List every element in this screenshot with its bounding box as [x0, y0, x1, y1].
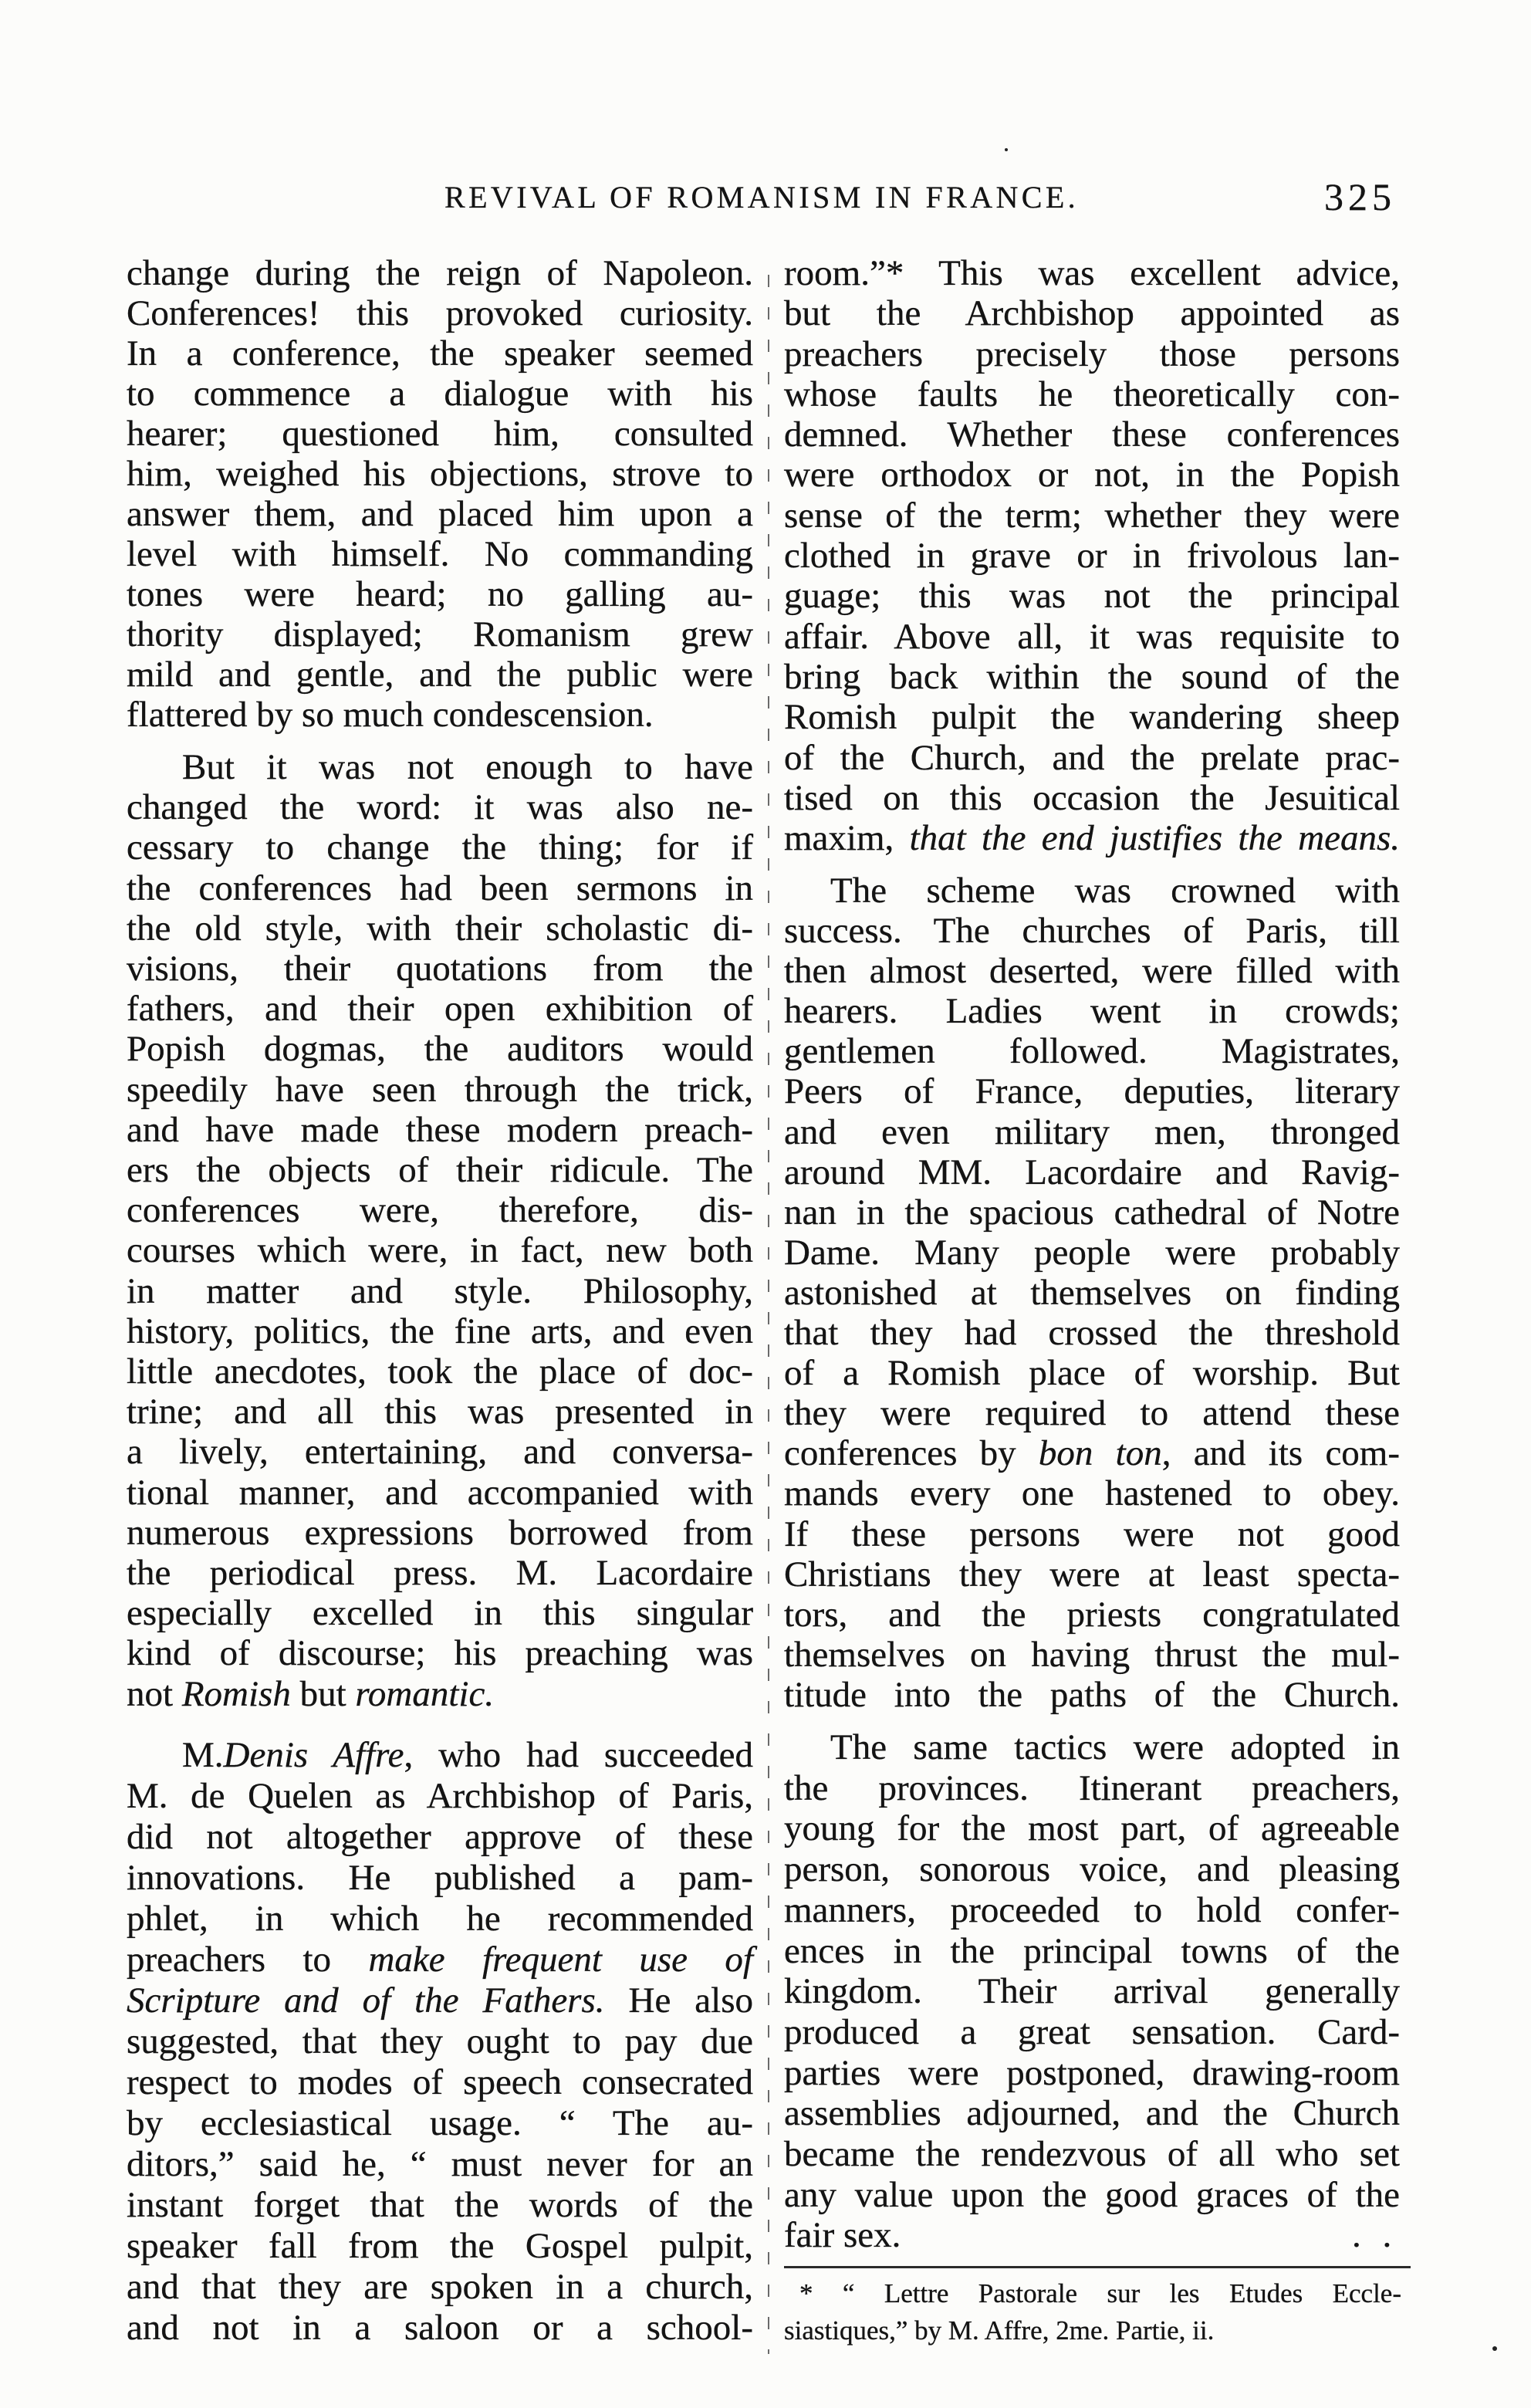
text-line [127, 1271, 753, 1311]
text-run: became the rendezvous of all who set [784, 2134, 1400, 2175]
text-run: a lively, entertaining, and conversa- [127, 1432, 753, 1473]
text-run: If these persons were not good [784, 1513, 1400, 1554]
text-line [784, 1727, 1400, 1768]
text-run: ers the objects of their ridicule. The [127, 1150, 753, 1191]
text-run: gentlemen followed. Magistrates, [784, 1031, 1400, 1072]
text-line [127, 868, 753, 908]
text-run: Popish dogmas, the auditors would [127, 1029, 753, 1070]
text-line [784, 1768, 1400, 1809]
text-line [784, 1233, 1400, 1273]
text-run: person, sonorous voice, and pleasing [784, 1849, 1400, 1890]
text-run: numerous expressions borrowed from [127, 1512, 753, 1553]
text-line [784, 1273, 1400, 1313]
text-run: of a Romish place of worship. But [784, 1353, 1400, 1394]
text-run: level with himself. No commanding [127, 534, 753, 574]
footnote-rule [784, 2266, 1411, 2268]
text-run: hearers. Ladies went in crowds; [784, 991, 1400, 1032]
text-line [127, 2267, 753, 2308]
text-run: Romish pulpit the wandering sheep [784, 697, 1400, 738]
text-line [127, 1029, 753, 1069]
text-run: , and its com- [1161, 1433, 1401, 1474]
text-line [784, 2053, 1400, 2094]
text-line [784, 1192, 1400, 1233]
text-line [784, 414, 1400, 455]
text-run: Christians they were at least specta- [784, 1554, 1400, 1595]
text-line [127, 574, 753, 614]
text-line [127, 1633, 753, 1673]
text-run: by ecclesiastical usage. “ The au- [127, 2103, 753, 2143]
text-line [127, 1858, 753, 1899]
text-run: innovations. He published a pam- [127, 1858, 753, 1898]
text-run: tones were heard; no galling au- [127, 574, 753, 614]
text-line [784, 871, 1400, 911]
text-line [127, 1473, 753, 1513]
text-run: to commence a dialogue with his [127, 374, 753, 414]
text-run: conferences were, therefore, dis- [127, 1190, 753, 1231]
italic-text: that the end justifies the means. [909, 818, 1400, 859]
text-line [127, 1311, 753, 1351]
text-run: visions, their quotations from the [127, 949, 753, 989]
text-line [127, 1392, 753, 1432]
text-run: flattered by so much condescension. [127, 695, 654, 735]
text-line [784, 1635, 1400, 1675]
text-line [127, 1190, 753, 1230]
text-line [127, 949, 753, 989]
text-line [784, 2275, 1401, 2312]
text-line [784, 2312, 1401, 2349]
text-run: the provinces. Itinerant preachers, [784, 1767, 1400, 1808]
text-line [784, 2093, 1400, 2134]
text-run: any value upon the good graces of the [784, 2174, 1400, 2215]
text-line [127, 253, 753, 293]
text-line [127, 333, 753, 374]
text-line [127, 1432, 753, 1472]
text-line [784, 1971, 1400, 2012]
text-line [127, 2103, 753, 2144]
text-run: preachers to [127, 1940, 369, 1980]
text-line [127, 1150, 753, 1190]
text-run: ditors,” said he, “ must never for an [127, 2144, 753, 2184]
text-line [127, 1351, 753, 1392]
text-run: manners, proceeded to hold confer- [784, 1889, 1400, 1930]
text-run: tised on this occasion the Jesuitical [784, 777, 1400, 818]
italic-text: Denis Affre [223, 1735, 404, 1775]
text-line [784, 2012, 1400, 2053]
text-run: guage; this was not the principal [784, 576, 1400, 617]
text-line [127, 414, 753, 454]
text-line [784, 1353, 1400, 1393]
text-run: hearer; questioned him, consulted [127, 414, 753, 454]
text-run: young for the most part, of agreeable [784, 1808, 1400, 1849]
text-line [784, 374, 1400, 414]
text-line [784, 657, 1400, 697]
text-run: siastiques,” by M. Affre, 2me. Partie, ii. [784, 2315, 1215, 2345]
text-run: mild and gentle, and the public were [127, 654, 753, 695]
text-run: ences in the principal towns of the [784, 1930, 1400, 1971]
text-run: assemblies adjourned, and the Church [784, 2093, 1400, 2134]
italic-text: romantic. [355, 1673, 495, 1714]
text-line [784, 1514, 1400, 1554]
text-run: He also [604, 1980, 753, 2021]
text-run: But it was not enough to have [182, 747, 753, 787]
text-line [127, 1110, 753, 1150]
text-run: change during the reign of Napoleon. [127, 253, 753, 293]
text-run: but [290, 1673, 356, 1714]
text-run: M. [182, 1735, 224, 1775]
text-run: the periodical press. M. Lacordaire [127, 1553, 753, 1594]
text-run: and not in a saloon or a school- [127, 2308, 753, 2348]
text-run: tors, and the priests congratulated [784, 1594, 1400, 1635]
text-run: changed the word: it was also ne- [127, 787, 753, 828]
text-line [784, 455, 1400, 495]
text-line [127, 2185, 753, 2226]
text-run: whose faults he theoretically con- [784, 374, 1400, 414]
text-run: maxim, [784, 818, 910, 859]
text-run: respect to modes of speech consecrated [127, 2062, 753, 2102]
text-run: fathers, and their open exhibition of [127, 989, 753, 1030]
text-line [127, 1817, 753, 1858]
text-run: were orthodox or not, in the Popish [784, 455, 1400, 495]
text-line [127, 695, 753, 735]
text-line [127, 2062, 753, 2103]
text-run: around MM. Lacordaire and Ravig- [784, 1152, 1400, 1192]
text-run: Dame. Many people were probably [784, 1232, 1400, 1273]
text-run: answer them, and placed him upon a [127, 494, 753, 534]
text-line [127, 2021, 753, 2062]
text-run: nan in the spacious cathedral of Notre [784, 1192, 1400, 1233]
text-run: did not altogether approve of these [127, 1817, 753, 1857]
text-run: * “ Lettre Pastorale sur les Etudes Eccle- [799, 2278, 1401, 2308]
text-line [127, 1980, 753, 2021]
text-line [784, 1393, 1400, 1433]
page-number: 325 [1324, 175, 1396, 218]
text-line [127, 2308, 753, 2349]
text-line [784, 1675, 1400, 1715]
text-run: fair sex. [784, 2215, 901, 2256]
text-line [784, 1071, 1400, 1111]
text-line [784, 293, 1400, 333]
text-line [784, 253, 1400, 293]
text-run: bring back within the sound of the [784, 656, 1400, 697]
text-run: , who had succeeded [404, 1735, 753, 1775]
text-line [784, 2215, 1400, 2256]
scan-speck [1005, 148, 1008, 151]
paragraph [127, 1735, 753, 2349]
text-line [784, 1554, 1400, 1595]
text-line [127, 454, 753, 494]
text-run: parties were postponed, drawing-room [784, 2052, 1400, 2093]
paragraph [784, 1727, 1400, 2256]
text-line [127, 827, 753, 867]
text-line [127, 1940, 753, 1980]
text-line [127, 989, 753, 1029]
text-line [784, 911, 1400, 951]
text-run: but the Archbishop appointed as [784, 293, 1400, 334]
text-line [784, 1595, 1400, 1635]
text-line [127, 1735, 753, 1776]
italic-text: make frequent use of [368, 1940, 753, 1980]
text-run: The scheme was crowned with [830, 871, 1400, 911]
text-run: cessary to change the thing; for if [127, 827, 753, 868]
text-line [784, 778, 1400, 818]
text-run: especially excelled in this singular [127, 1593, 753, 1634]
text-run: the old style, with their scholastic di- [127, 908, 753, 949]
text-line [784, 2175, 1400, 2216]
text-run: mands every one hastened to obey. [784, 1473, 1400, 1514]
footnote [784, 2275, 1401, 2349]
text-line [784, 951, 1400, 991]
text-line [784, 495, 1400, 536]
text-run: astonished at themselves on finding [784, 1272, 1400, 1313]
text-run: the conferences had been sermons in [127, 867, 753, 908]
text-run: and have made these modern preach- [127, 1109, 753, 1150]
ellipsis-mark: . . [1352, 2215, 1398, 2255]
paragraph [127, 747, 753, 1714]
text-line [127, 908, 753, 949]
italic-text: bon ton [1038, 1433, 1162, 1474]
text-line [127, 494, 753, 534]
text-line [127, 1553, 753, 1593]
text-run: and that they are spoken in a church, [127, 2267, 753, 2307]
text-run: Conferences! this provoked curiosity. [127, 293, 753, 333]
text-line [127, 787, 753, 827]
text-line [784, 1890, 1400, 1931]
column-divider [768, 275, 769, 2354]
text-run: In a conference, the speaker seemed [127, 333, 753, 374]
text-line [127, 1070, 753, 1110]
text-line [127, 1899, 753, 1940]
running-title: REVIVAL OF ROMANISM IN FRANCE. [444, 180, 1080, 215]
text-line [784, 1808, 1400, 1849]
text-run: phlet, in which he recommended [127, 1899, 753, 1939]
text-run: then almost deserted, were filled with [784, 951, 1400, 992]
text-line [784, 1313, 1400, 1353]
text-line [784, 1433, 1400, 1473]
text-line [127, 654, 753, 695]
text-run: trine; and all this was presented in [127, 1392, 753, 1432]
text-run: sense of the term; whether they were [784, 495, 1400, 536]
text-line [784, 1931, 1400, 1972]
italic-text: Romish [181, 1673, 291, 1714]
text-run: Peers of France, deputies, literary [784, 1071, 1400, 1112]
italic-text: Scripture and of the Fathers. [127, 1980, 605, 2021]
text-run: thority displayed; Romanism grew [127, 614, 753, 654]
text-run: kingdom. Their arrival generally [784, 1971, 1400, 2012]
text-line [127, 1593, 753, 1633]
text-run: courses which were, in fact, new both [127, 1230, 753, 1271]
text-run: affair. Above all, it was requisite to [784, 616, 1400, 657]
text-line [127, 1776, 753, 1817]
scan-speck [1492, 2346, 1497, 2351]
text-run: tional manner, and accompanied with [127, 1472, 753, 1513]
text-line [784, 697, 1400, 737]
text-run: room.”* This was excellent advice, [784, 253, 1400, 293]
text-line [784, 1031, 1400, 1071]
text-run: in matter and style. Philosophy, [127, 1270, 753, 1311]
text-run: clothed in grave or in frivolous lan- [784, 536, 1400, 577]
text-run: they were required to attend these [784, 1393, 1400, 1434]
text-line [784, 1473, 1400, 1513]
text-run: instant forget that the words of the [127, 2185, 753, 2225]
text-run: that they had crossed the threshold [784, 1313, 1400, 1354]
text-line [127, 614, 753, 654]
paragraph-continued [784, 253, 1400, 858]
text-line [127, 2226, 753, 2267]
text-run: not [127, 1673, 182, 1714]
text-line [784, 536, 1400, 576]
paragraph [784, 871, 1400, 1715]
text-line [784, 2134, 1400, 2175]
text-line [127, 293, 753, 333]
text-run: produced a great sensation. Card- [784, 2011, 1400, 2052]
text-run: of the Church, and the prelate prac- [784, 737, 1400, 778]
text-line [127, 2144, 753, 2185]
text-line [784, 991, 1400, 1031]
text-run: success. The churches of Paris, till [784, 911, 1400, 952]
text-line [784, 617, 1400, 657]
text-line [127, 534, 753, 574]
text-run: speedily have seen through the trick, [127, 1069, 753, 1110]
text-line [127, 1674, 753, 1714]
text-run: The same tactics were adopted in [830, 1727, 1400, 1767]
text-line [784, 738, 1400, 778]
text-run: speaker fall from the Gospel pulpit, [127, 2226, 753, 2266]
text-line [127, 374, 753, 414]
text-run: M. de Quelen as Archbishop of Paris, [127, 1776, 753, 1816]
text-run: demned. Whether these conferences [784, 414, 1400, 455]
text-run: and even military men, thronged [784, 1111, 1400, 1152]
text-run: preachers precisely those persons [784, 333, 1400, 374]
text-line [784, 334, 1400, 374]
text-run: history, politics, the fine arts, and even [127, 1311, 753, 1351]
text-run: kind of discourse; his preaching was [127, 1633, 753, 1674]
text-run: him, weighed his objections, strove to [127, 454, 753, 494]
text-line [127, 1230, 753, 1270]
text-run: themselves on having thrust the mul- [784, 1634, 1400, 1675]
text-line [784, 818, 1400, 858]
text-line [784, 1849, 1400, 1890]
text-line [127, 747, 753, 787]
paragraph-continued [127, 253, 753, 735]
text-run: titude into the paths of the Church. [784, 1674, 1400, 1715]
text-run: suggested, that they ought to pay due [127, 2021, 753, 2061]
text-run: little anecdotes, took the place of doc- [127, 1351, 753, 1392]
text-run: conferences by [784, 1433, 1039, 1474]
text-line [127, 1513, 753, 1553]
text-line [784, 1112, 1400, 1152]
text-line [784, 1152, 1400, 1192]
text-line [784, 576, 1400, 616]
